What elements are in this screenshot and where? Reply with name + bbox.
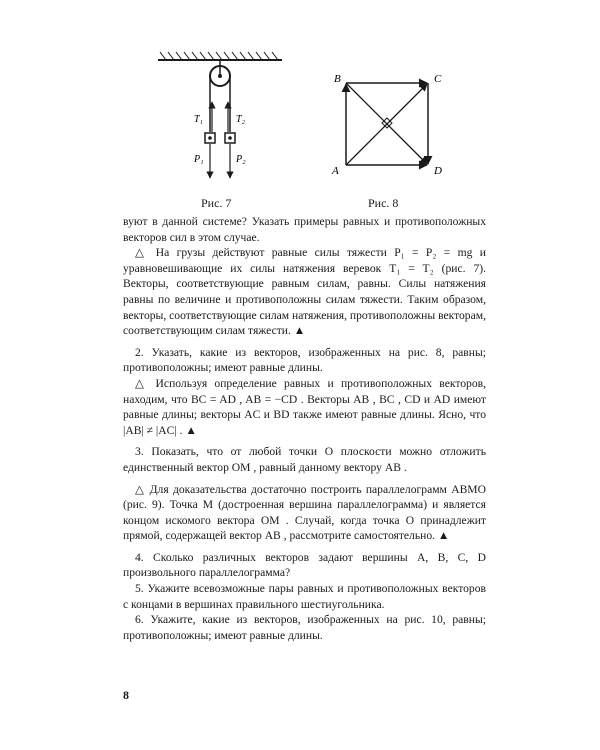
page-number: 8 xyxy=(123,688,129,702)
paragraph-solution-3: △ Для доказательства достаточно построить параллелограмм ABMO (рис. 9). Точка M (достроенная вершина параллелограмма) и является концом искомого вектора OM . Случай, когда точка O принадлежит прямой, содержащей вектор AB , рассмотрите самостоятельно. ▲ xyxy=(123,482,486,543)
paragraph-problem-2: 2. Указать, какие из векторов, изображенных на рис. 8, равны; противоположны; имеют равные длины. xyxy=(123,345,486,375)
label-p1: P₁ xyxy=(194,154,204,165)
paragraph-solution-1: △ На грузы действуют равные силы тяжести P₁ = P₂ = mg и уравновешивающие их силы натяжения веревок T₁ = T₂ (рис. 7). Векторы, соответствующие равным силам, равны. Силы натяжения равны по величине и противоположны силам тяжести. Таким образом, векторы, соответствующие силам натяжения, противоположны векторам, соответствующим силам тяжести. ▲ xyxy=(123,246,486,338)
label-t2: T₂ xyxy=(236,114,246,125)
paragraph-problem-6: 6. Укажите, какие из векторов, изображенных на рис. 10, равны; противоположны; имеют равные длины. xyxy=(123,613,486,642)
label-a: A xyxy=(332,165,339,177)
paragraph-solution-2: △ Используя определение равных и противоположных векторов, находим, что BC = AD , AB = −CD . Векторы AB , BC , CD и AD имеют равные длины; векторы AC и BD также имеют равные длины. Ясно, что |AB| ≠ |AC| . ▲ xyxy=(123,376,486,437)
figure-7-caption: Рис. 7 xyxy=(201,196,232,210)
label-d: D xyxy=(434,165,442,177)
label-c: C xyxy=(434,73,442,85)
body-text xyxy=(123,214,486,643)
figure-8 xyxy=(330,70,450,185)
paragraph-continuation: вуют в данной системе? Указать примеры равных и противоположных векторов сил в этом случае. xyxy=(123,215,486,244)
paragraph-problem-4: 4. Сколько различных векторов задают вершины A, B, C, D произвольного параллелограмма? xyxy=(123,550,486,580)
label-t1: T₁ xyxy=(194,114,204,125)
paragraph-problem-3: 3. Показать, что от любой точки O плоскости можно отложить единственный вектор OM , равный данному вектору AB . xyxy=(123,445,486,474)
figure-8-caption: Рис. 8 xyxy=(368,196,399,210)
label-p2: P₂ xyxy=(236,154,246,165)
label-b: B xyxy=(334,73,341,85)
paragraph-problem-5: 5. Укажите всевозможные пары равных и противоположных векторов с концами в вершинах правильного шестиугольника. xyxy=(123,582,486,611)
figure-7 xyxy=(150,50,290,190)
